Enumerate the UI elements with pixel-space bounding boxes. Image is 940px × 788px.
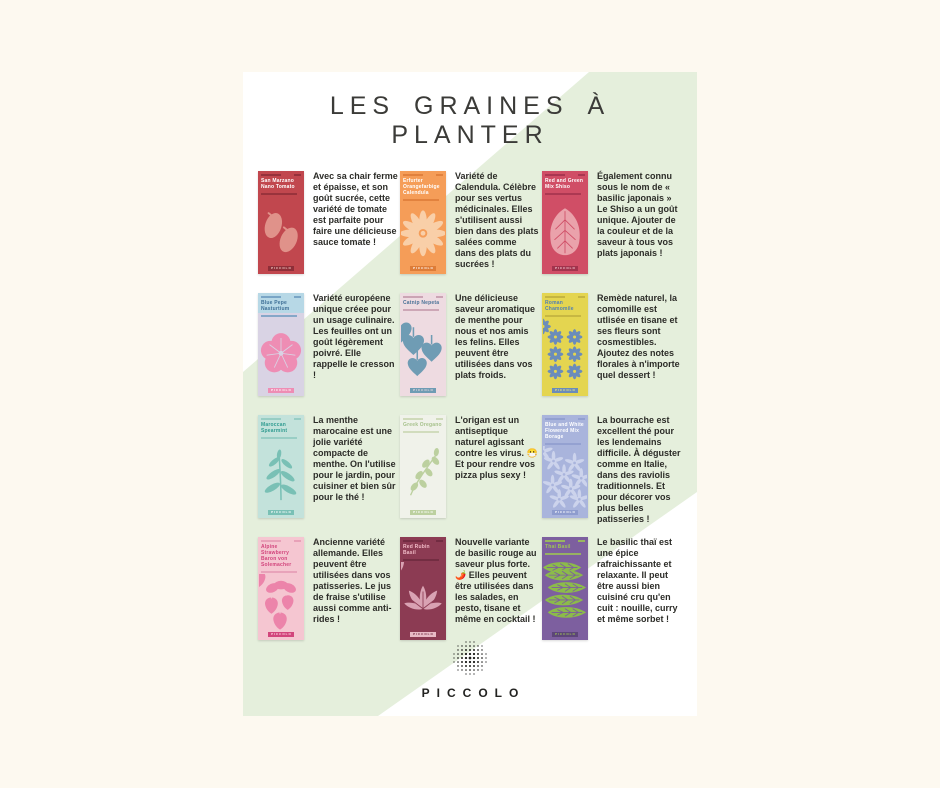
seed-item bbox=[258, 415, 398, 518]
packet-tagline bbox=[545, 315, 581, 317]
seed-packet bbox=[258, 171, 304, 274]
halftone-dotted-circle-logo-icon bbox=[452, 640, 488, 676]
packet-meta-left bbox=[261, 418, 281, 420]
thai-basil-leaves-icon bbox=[542, 556, 588, 633]
seed-packet bbox=[258, 537, 304, 640]
packet-description: Ancienne variété allemande. Elles peuvent être utilisées dans vos patisseries. Le jus de fraise s'utilise aussi comme anti-rides ! bbox=[313, 537, 392, 624]
calendula-flower-icon bbox=[400, 202, 446, 267]
seed-packet bbox=[258, 293, 304, 396]
packet-description: Une délicieuse saveur aromatique de menthe pour nous et nos amis les felins. Elles peuvent être utilisées dans vos plats froids. bbox=[455, 293, 536, 380]
packet-tagline bbox=[261, 193, 297, 195]
packet-description: Nouvelle variante de basilic rouge au saveur plus forte. 🌶️ Elles peuvent être utilisées dans les salades, en pesto, tisane et même en cocktail ! bbox=[455, 537, 537, 624]
seed-packet bbox=[400, 415, 446, 518]
packet-meta-right bbox=[436, 540, 443, 542]
packet-description: Variété européene unique créee pour un usage culinaire. Les feuilles ont un goût légèrement poivré. Elle rappelle le cresson ! bbox=[313, 293, 395, 380]
packet-meta-right bbox=[294, 540, 301, 542]
packet-description: Avec sa chair ferme et épaisse, et son goût sucrée, cette variété de tomate est parfaite pour faire une délicieuse sauce tomate ! bbox=[313, 171, 398, 247]
seed-item bbox=[400, 537, 540, 640]
packet-tagline bbox=[261, 437, 297, 439]
packet-meta-right bbox=[578, 174, 585, 176]
strawberry-plant-icon bbox=[258, 574, 304, 633]
packet-header bbox=[542, 171, 588, 191]
packet-meta-left bbox=[261, 540, 281, 542]
seed-item bbox=[258, 171, 398, 274]
packet-header bbox=[400, 537, 446, 557]
seed-item bbox=[400, 415, 540, 518]
packet-title: Thai Basil bbox=[545, 544, 571, 550]
packet-title: Red Rubin Basil bbox=[403, 544, 430, 556]
seed-packet bbox=[400, 537, 446, 640]
packet-meta-left bbox=[403, 174, 423, 176]
packet-meta-right bbox=[294, 418, 301, 420]
packet-title: Blue and White Flowered Mix Borage bbox=[545, 422, 584, 440]
packet-brand-badge: PICCOLO bbox=[552, 632, 578, 637]
packet-tagline bbox=[545, 553, 581, 555]
packet-description: Variété de Calendula. Célèbre pour ses vertus médicinales. Elles s'utilisent aussi bien dans des plats salées comme dans des plats du sucrées ! bbox=[455, 171, 539, 269]
packet-meta-left bbox=[545, 540, 565, 542]
packet-meta-left bbox=[545, 418, 565, 420]
seed-item bbox=[542, 293, 682, 396]
seed-item bbox=[400, 171, 540, 274]
packet-meta-right bbox=[578, 296, 585, 298]
packet-brand-badge: PICCOLO bbox=[552, 388, 578, 393]
tomato-icon bbox=[258, 196, 304, 267]
packet-brand-badge: PICCOLO bbox=[268, 510, 294, 515]
packet-meta-left bbox=[403, 418, 423, 420]
packet-meta-right bbox=[578, 418, 585, 420]
packet-title: Maroccan Spearmint bbox=[261, 422, 288, 434]
packet-title: San Marzano Nano Tomato bbox=[261, 178, 295, 190]
seed-packet bbox=[542, 293, 588, 396]
packet-title: Erfurter Orangefarbige Calendula bbox=[403, 178, 440, 196]
packet-brand-badge: PICCOLO bbox=[552, 266, 578, 271]
packet-brand-badge: PICCOLO bbox=[268, 632, 294, 637]
packet-tagline bbox=[261, 571, 297, 573]
packet-header bbox=[400, 415, 446, 429]
packet-header bbox=[542, 537, 588, 551]
packet-brand-badge: PICCOLO bbox=[410, 632, 436, 637]
packet-brand-badge: PICCOLO bbox=[410, 266, 436, 271]
seed-item bbox=[400, 293, 540, 396]
packet-description: La menthe marocaine est une jolie variété compacte de menthe. On l'utilise pour le jardin, pour cuisiner et bien sûr pour le thé ! bbox=[313, 415, 396, 502]
seed-packet bbox=[542, 171, 588, 274]
oregano-branch-icon bbox=[400, 434, 446, 511]
packet-title: Roman Chamomile bbox=[545, 300, 574, 312]
packet-description: Remède naturel, la comomille est utlisée en tisane et ses fleurs sont cosmestibles. Ajoutez des notes florales à n'importe quel dessert ! bbox=[597, 293, 680, 380]
packet-header bbox=[542, 415, 588, 441]
packet-tagline bbox=[403, 559, 439, 561]
packet-tagline bbox=[545, 193, 581, 195]
packet-meta-left bbox=[403, 540, 423, 542]
brand-wordmark: PICCOLO bbox=[421, 686, 526, 700]
packet-description: Le basilic thaï est une épice rafraichissante et relaxante. Il peut être aussi bien cuisiné cru qu'en cuit : nouille, curry et même sorbet ! bbox=[597, 537, 678, 624]
packet-title: Red and Green Mix Shiso bbox=[545, 178, 584, 190]
packet-tagline bbox=[403, 199, 439, 201]
packet-meta-right bbox=[436, 418, 443, 420]
seed-packet bbox=[542, 537, 588, 640]
packet-brand-badge: PICCOLO bbox=[268, 266, 294, 271]
packet-meta-right bbox=[578, 540, 585, 542]
spearmint-sprig-icon bbox=[258, 440, 304, 511]
packet-brand-badge: PICCOLO bbox=[552, 510, 578, 515]
packet-header bbox=[400, 293, 446, 307]
packet-grid bbox=[258, 171, 682, 640]
packet-header bbox=[542, 293, 588, 313]
seed-poster bbox=[243, 72, 697, 716]
packet-tagline bbox=[403, 431, 439, 433]
packet-header bbox=[258, 415, 304, 435]
packet-meta-left bbox=[261, 174, 281, 176]
seed-item bbox=[542, 537, 682, 640]
packet-title: Alpine Strawberry Baron von Solemacher bbox=[261, 544, 292, 568]
seed-packet bbox=[400, 171, 446, 274]
packet-brand-badge: PICCOLO bbox=[410, 388, 436, 393]
chamomile-flowers-icon bbox=[542, 318, 588, 389]
nasturtium-flower-icon bbox=[258, 318, 304, 389]
seed-item bbox=[542, 415, 682, 524]
borage-star-flowers-icon bbox=[542, 446, 588, 511]
seed-packet bbox=[542, 415, 588, 518]
packet-tagline bbox=[261, 315, 297, 317]
seed-item bbox=[258, 293, 398, 396]
seed-item bbox=[542, 171, 682, 274]
shiso-leaf-icon bbox=[542, 196, 588, 267]
packet-title: Catnip Nepeta bbox=[403, 300, 440, 306]
packet-meta-left bbox=[545, 296, 565, 298]
catnip-leaves-icon bbox=[400, 312, 446, 389]
seed-item bbox=[258, 537, 398, 640]
packet-description: L'origan est un antiseptique naturel agissant contre les virus. 😷 Et pour rendre vos pizza plus sexy ! bbox=[455, 415, 538, 480]
packet-meta-left bbox=[545, 174, 565, 176]
packet-meta-right bbox=[294, 174, 301, 176]
basil-leaves-icon bbox=[400, 562, 446, 633]
packet-brand-badge: PICCOLO bbox=[410, 510, 436, 515]
packet-header bbox=[258, 171, 304, 191]
seed-packet bbox=[258, 415, 304, 518]
packet-meta-right bbox=[436, 174, 443, 176]
seed-packet bbox=[400, 293, 446, 396]
packet-meta-right bbox=[436, 296, 443, 298]
page-title: LES GRAINES À PLANTER bbox=[329, 92, 611, 149]
packet-meta-left bbox=[261, 296, 281, 298]
packet-brand-badge: PICCOLO bbox=[268, 388, 294, 393]
packet-meta-right bbox=[294, 296, 301, 298]
packet-tagline bbox=[545, 443, 581, 445]
packet-tagline bbox=[403, 309, 439, 311]
packet-header bbox=[400, 171, 446, 197]
packet-header bbox=[258, 293, 304, 313]
poster-footer bbox=[243, 640, 697, 700]
packet-title: Greek Oregano bbox=[403, 422, 442, 428]
packet-meta-left bbox=[403, 296, 423, 298]
packet-description: Également connu sous le nom de « basilic japonais » Le Shiso a un goût unique. Ajouter de la couleur et de la saveur à tous vos plats japonais ! bbox=[597, 171, 678, 258]
packet-title: Blue Pepe Nasturtium bbox=[261, 300, 290, 312]
packet-header bbox=[258, 537, 304, 569]
packet-description: La bourrache est excellent thé pour les lendemains difficile. À déguster comme en Italie, dans des raviolis traditionnels. Et pour décorer vos plus belles patisseries ! bbox=[597, 415, 681, 524]
